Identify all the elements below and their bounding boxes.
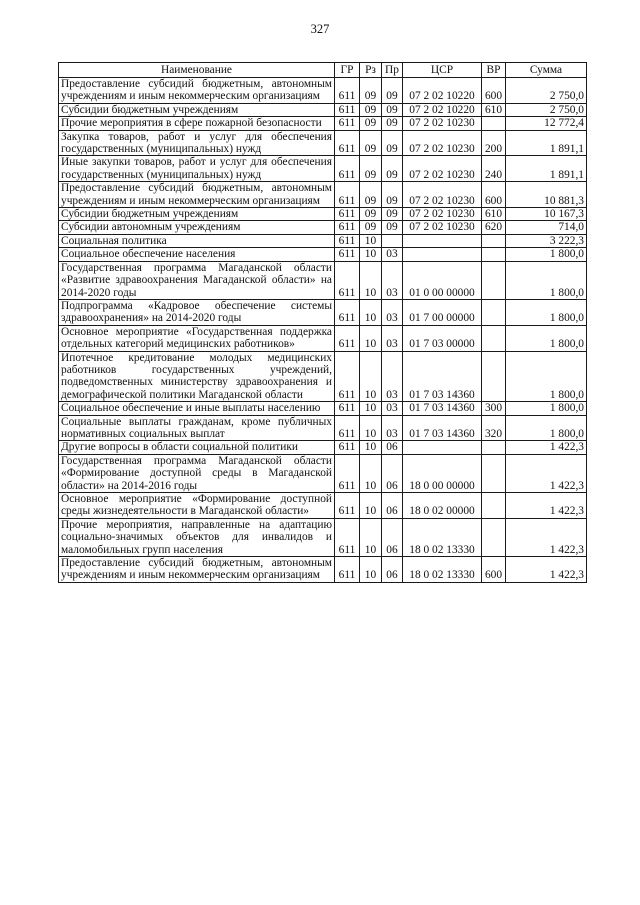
- cell-csr: 07 2 02 10230: [403, 130, 482, 156]
- cell-sum: 1 422,3: [506, 454, 587, 492]
- cell-pr: 09: [382, 78, 403, 104]
- cell-pr: 03: [382, 261, 403, 299]
- cell-csr: 01 7 03 14360: [403, 402, 482, 415]
- cell-rz: 09: [360, 78, 382, 104]
- cell-csr: [403, 234, 482, 247]
- cell-sum: 1 422,3: [506, 557, 587, 583]
- cell-rz: 10: [360, 325, 382, 351]
- cell-pr: 09: [382, 221, 403, 234]
- cell-sum: 1 891,1: [506, 156, 587, 182]
- table-row: [59, 518, 587, 556]
- cell-name: Субсидии автономным учреждениям: [59, 221, 335, 234]
- cell-rz: 10: [360, 261, 382, 299]
- table-row: [59, 415, 587, 441]
- cell-csr: 18 0 02 13330: [403, 518, 482, 556]
- cell-gr: 611: [335, 103, 360, 116]
- cell-vr: 610: [482, 208, 506, 221]
- cell-pr: 06: [382, 454, 403, 492]
- table-row: [59, 261, 587, 299]
- cell-rz: 10: [360, 248, 382, 261]
- cell-name: Социальное обеспечение и иные выплаты населению: [59, 402, 335, 415]
- header-gr: ГР: [335, 63, 360, 78]
- cell-name: Социальные выплаты гражданам, кроме публичных нормативных социальных выплат: [59, 415, 335, 441]
- cell-csr: [403, 441, 482, 454]
- cell-csr: 07 2 02 10230: [403, 182, 482, 208]
- cell-name: Предоставление субсидий бюджетным, автономным учреждениям и иным некоммерческим организациям: [59, 557, 335, 583]
- cell-vr: 600: [482, 182, 506, 208]
- cell-vr: 600: [482, 557, 506, 583]
- cell-csr: 01 7 00 00000: [403, 299, 482, 325]
- table-row: [59, 325, 587, 351]
- cell-sum: 3 222,3: [506, 234, 587, 247]
- cell-pr: 03: [382, 415, 403, 441]
- cell-csr: 01 0 00 00000: [403, 261, 482, 299]
- cell-sum: 2 750,0: [506, 103, 587, 116]
- table-row: [59, 299, 587, 325]
- cell-gr: 611: [335, 130, 360, 156]
- table-row: [59, 156, 587, 182]
- cell-csr: 18 0 00 00000: [403, 454, 482, 492]
- cell-sum: 714,0: [506, 221, 587, 234]
- table-row: [59, 493, 587, 519]
- cell-pr: 03: [382, 402, 403, 415]
- cell-gr: 611: [335, 234, 360, 247]
- cell-sum: 1 891,1: [506, 130, 587, 156]
- header-pr: Пр: [382, 63, 403, 78]
- cell-name: Субсидии бюджетным учреждениям: [59, 103, 335, 116]
- cell-vr: 620: [482, 221, 506, 234]
- cell-csr: 01 7 03 14360: [403, 415, 482, 441]
- table-row: [59, 130, 587, 156]
- cell-name: Субсидии бюджетным учреждениям: [59, 208, 335, 221]
- cell-pr: [382, 234, 403, 247]
- cell-vr: [482, 493, 506, 519]
- cell-gr: 611: [335, 248, 360, 261]
- cell-csr: 01 7 03 14360: [403, 351, 482, 402]
- cell-rz: 10: [360, 441, 382, 454]
- cell-sum: 1 800,0: [506, 261, 587, 299]
- cell-rz: 09: [360, 221, 382, 234]
- cell-name: Государственная программа Магаданской области «Развитие здравоохранения Магаданской области» на 2014-2020 годы: [59, 261, 335, 299]
- cell-rz: 09: [360, 156, 382, 182]
- cell-vr: [482, 261, 506, 299]
- table-row: [59, 351, 587, 402]
- cell-rz: 10: [360, 234, 382, 247]
- cell-pr: 03: [382, 248, 403, 261]
- table-row: [59, 103, 587, 116]
- cell-name: Государственная программа Магаданской области «Формирование доступной среды в Магаданской области» на 2014-2016 годы: [59, 454, 335, 492]
- cell-gr: 611: [335, 261, 360, 299]
- cell-csr: 18 0 02 13330: [403, 557, 482, 583]
- cell-gr: 611: [335, 415, 360, 441]
- cell-pr: 09: [382, 103, 403, 116]
- cell-gr: 611: [335, 402, 360, 415]
- cell-rz: 10: [360, 557, 382, 583]
- table-row: [59, 208, 587, 221]
- cell-csr: 18 0 02 00000: [403, 493, 482, 519]
- cell-vr: 600: [482, 78, 506, 104]
- cell-csr: 07 2 02 10230: [403, 156, 482, 182]
- table-row: [59, 557, 587, 583]
- cell-pr: 06: [382, 441, 403, 454]
- cell-name: Предоставление субсидий бюджетным, автономным учреждениям и иным некоммерческим организациям: [59, 78, 335, 104]
- cell-pr: 09: [382, 117, 403, 130]
- cell-name: Закупка товаров, работ и услуг для обеспечения государственных (муниципальных) нужд: [59, 130, 335, 156]
- cell-gr: 611: [335, 351, 360, 402]
- cell-name: Социальное обеспечение населения: [59, 248, 335, 261]
- header-name: Наименование: [59, 63, 335, 78]
- cell-name: Ипотечное кредитование молодых медицинских работников государственных учреждений, подведомственных министерству здравоохранения и демографической политики Магаданской области: [59, 351, 335, 402]
- cell-pr: 09: [382, 130, 403, 156]
- cell-sum: 1 422,3: [506, 441, 587, 454]
- cell-vr: [482, 441, 506, 454]
- cell-sum: 1 800,0: [506, 325, 587, 351]
- cell-vr: 200: [482, 130, 506, 156]
- cell-csr: 07 2 02 10230: [403, 221, 482, 234]
- cell-vr: [482, 117, 506, 130]
- cell-rz: 10: [360, 299, 382, 325]
- cell-pr: 09: [382, 156, 403, 182]
- cell-vr: 610: [482, 103, 506, 116]
- cell-pr: 03: [382, 351, 403, 402]
- cell-vr: [482, 518, 506, 556]
- cell-rz: 09: [360, 117, 382, 130]
- table-row: [59, 454, 587, 492]
- cell-rz: 09: [360, 208, 382, 221]
- cell-name: Иные закупки товаров, работ и услуг для обеспечения государственных (муниципальных) нужд: [59, 156, 335, 182]
- cell-sum: 1 800,0: [506, 351, 587, 402]
- table-row: [59, 234, 587, 247]
- cell-gr: 611: [335, 557, 360, 583]
- cell-gr: 611: [335, 78, 360, 104]
- cell-sum: 1 800,0: [506, 248, 587, 261]
- cell-name: Прочие мероприятия в сфере пожарной безопасности: [59, 117, 335, 130]
- table-row: [59, 441, 587, 454]
- cell-gr: 611: [335, 493, 360, 519]
- cell-gr: 611: [335, 325, 360, 351]
- cell-sum: 1 422,3: [506, 493, 587, 519]
- cell-gr: 611: [335, 182, 360, 208]
- cell-name: Предоставление субсидий бюджетным, автономным учреждениям и иным некоммерческим организациям: [59, 182, 335, 208]
- page-number: 327: [310, 22, 330, 36]
- cell-pr: 03: [382, 299, 403, 325]
- cell-vr: [482, 351, 506, 402]
- header-csr: ЦСР: [403, 63, 482, 78]
- cell-name: Прочие мероприятия, направленные на адаптацию социально-значимых объектов для инвалидов и маломобильных групп населения: [59, 518, 335, 556]
- cell-rz: 09: [360, 103, 382, 116]
- cell-vr: [482, 454, 506, 492]
- cell-name: Основное мероприятие «Государственная поддержка отдельных категорий медицинских работников»: [59, 325, 335, 351]
- cell-pr: 09: [382, 208, 403, 221]
- cell-sum: 10 167,3: [506, 208, 587, 221]
- budget-table: [58, 62, 587, 583]
- cell-csr: 07 2 02 10220: [403, 78, 482, 104]
- cell-pr: 06: [382, 557, 403, 583]
- cell-pr: 09: [382, 182, 403, 208]
- cell-sum: 1 800,0: [506, 299, 587, 325]
- cell-vr: 320: [482, 415, 506, 441]
- cell-pr: 03: [382, 325, 403, 351]
- cell-gr: 611: [335, 156, 360, 182]
- cell-csr: 01 7 03 00000: [403, 325, 482, 351]
- cell-sum: 12 772,4: [506, 117, 587, 130]
- cell-rz: 10: [360, 454, 382, 492]
- cell-rz: 10: [360, 493, 382, 519]
- cell-rz: 09: [360, 130, 382, 156]
- cell-pr: 06: [382, 518, 403, 556]
- cell-rz: 09: [360, 182, 382, 208]
- cell-sum: 10 881,3: [506, 182, 587, 208]
- cell-rz: 10: [360, 351, 382, 402]
- cell-gr: 611: [335, 441, 360, 454]
- cell-vr: [482, 299, 506, 325]
- cell-vr: [482, 234, 506, 247]
- cell-vr: [482, 325, 506, 351]
- table-row: [59, 182, 587, 208]
- table-row: [59, 402, 587, 415]
- cell-name: Подпрограмма «Кадровое обеспечение системы здравоохранения» на 2014-2020 годы: [59, 299, 335, 325]
- cell-name: Основное мероприятие «Формирование доступной среды жизнедеятельности в Магаданской области»: [59, 493, 335, 519]
- header-sum: Сумма: [506, 63, 587, 78]
- cell-sum: 1 800,0: [506, 415, 587, 441]
- table-row: [59, 78, 587, 104]
- cell-vr: 300: [482, 402, 506, 415]
- cell-rz: 10: [360, 415, 382, 441]
- cell-name: Другие вопросы в области социальной политики: [59, 441, 335, 454]
- table-header-row: [59, 63, 587, 78]
- table-row: [59, 117, 587, 130]
- cell-rz: 10: [360, 518, 382, 556]
- cell-csr: 07 2 02 10220: [403, 103, 482, 116]
- cell-csr: 07 2 02 10230: [403, 208, 482, 221]
- cell-gr: 611: [335, 299, 360, 325]
- cell-gr: 611: [335, 221, 360, 234]
- cell-csr: [403, 248, 482, 261]
- cell-gr: 611: [335, 117, 360, 130]
- table-row: [59, 221, 587, 234]
- header-vr: ВР: [482, 63, 506, 78]
- cell-vr: 240: [482, 156, 506, 182]
- cell-gr: 611: [335, 518, 360, 556]
- cell-gr: 611: [335, 208, 360, 221]
- cell-csr: 07 2 02 10230: [403, 117, 482, 130]
- cell-vr: [482, 248, 506, 261]
- cell-name: Социальная политика: [59, 234, 335, 247]
- cell-sum: 1 800,0: [506, 402, 587, 415]
- cell-sum: 2 750,0: [506, 78, 587, 104]
- cell-gr: 611: [335, 454, 360, 492]
- cell-rz: 10: [360, 402, 382, 415]
- cell-pr: 06: [382, 493, 403, 519]
- cell-sum: 1 422,3: [506, 518, 587, 556]
- header-rz: Рз: [360, 63, 382, 78]
- table-row: [59, 248, 587, 261]
